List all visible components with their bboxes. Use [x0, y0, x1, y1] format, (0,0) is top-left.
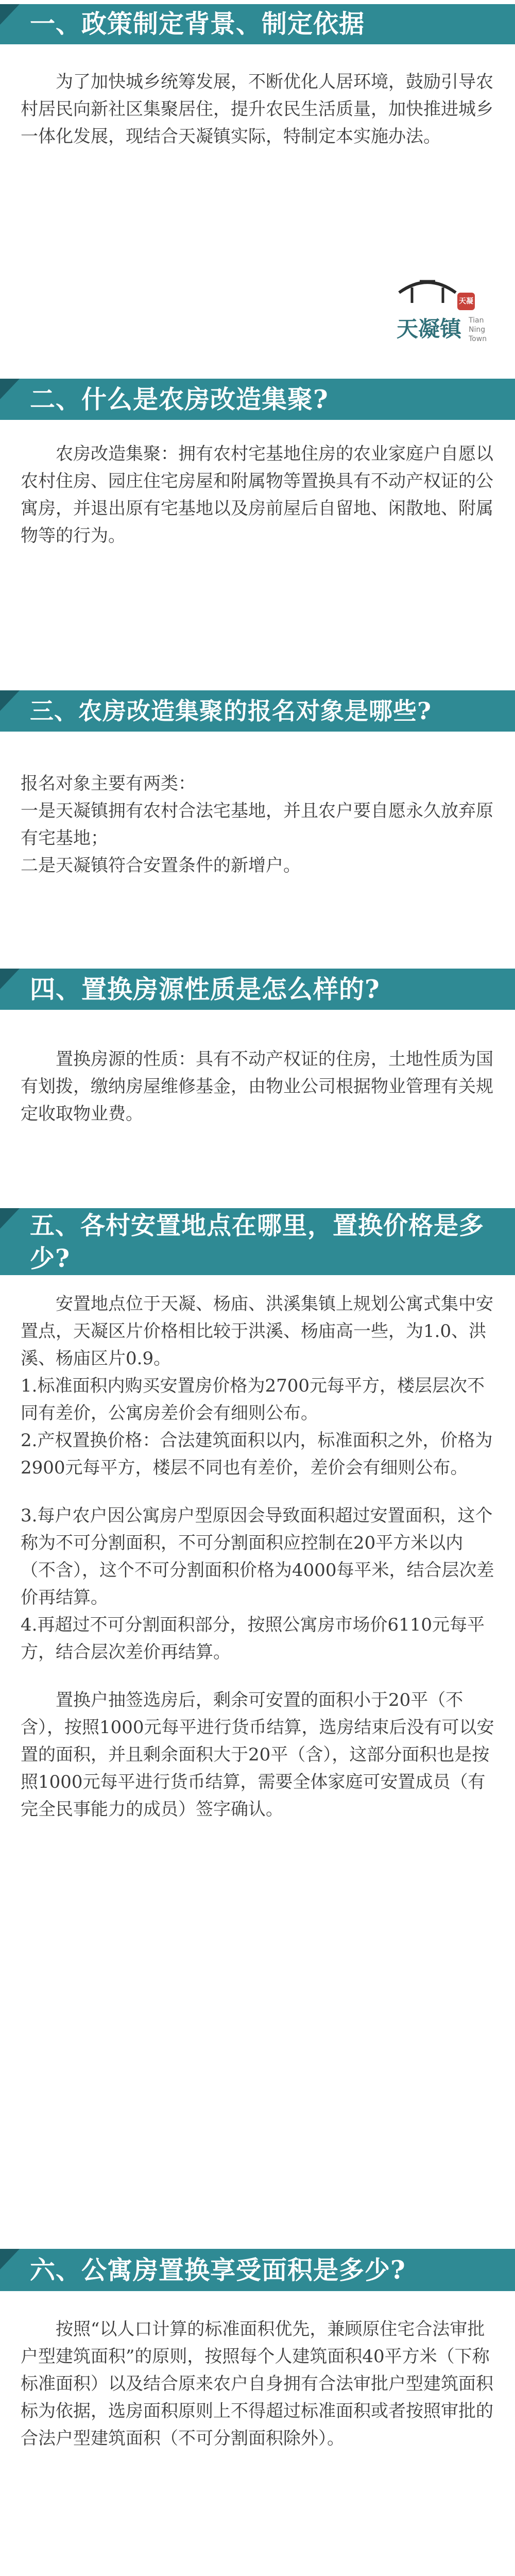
section-1-title: 一、政策制定背景、制定依据	[30, 9, 365, 39]
section-6-paragraph: 按照“以人口计算的标准面积优先，兼顾原住宅合法审批户型建筑面积”的原则，按照每个人建筑面积40平方米（下称标准面积）以及结合原来农户自身拥有合法审批户型建筑面积标为依据，选房面积原则上不得超过标准面积或者按照审批的合法户型建筑面积（不可分割面积除外）。	[21, 2319, 493, 2449]
tianning-logo	[397, 272, 500, 365]
section-5-banner	[0, 1208, 515, 1275]
section-4-paragraph: 置换房源的性质：具有不动产权证的住房，土地性质为国有划拨，缴纳房屋维修基金，由物业公司根据物业管理有关规定收取物业费。	[21, 1049, 493, 1124]
section-5	[0, 1208, 515, 1820]
roof-icon	[397, 272, 458, 303]
section-5-block: 安置地点位于天凝、杨庙、洪溪集镇上规划公寓式集中安置点，天凝区片价格相比较于洪溪、杨庙高一些，为1.0、洪溪、杨庙区片0.9。	[21, 1294, 493, 1369]
section-3-line: 报名对象主要有两类：	[21, 773, 196, 794]
section-4-banner	[0, 969, 515, 1010]
section-5-block: 3.每户农户因公寓房户型原因会导致面积超过安置面积，这个称为不可分割面积，不可分割面积应控制在20平方米以内（不含），这个不可分割面积价格为4000每平米，结合层次差价再结算。	[21, 1505, 494, 1608]
section-4	[0, 969, 515, 1124]
section-2-paragraph: 农房改造集聚：拥有农村宅基地住房的农业家庭户自愿以农村住房、园庄住宅房屋和附属物等置换具有不动产权证的公寓房，并退出原有宅基地以及房前屋后自留地、闲散地、附属物等的行为。	[21, 444, 493, 546]
section-6-body	[21, 2316, 494, 2452]
logo-subtitle	[469, 316, 500, 344]
section-1-banner	[0, 4, 515, 44]
section-3-body	[21, 770, 494, 879]
section-2	[0, 379, 515, 546]
section-3-title: 三、农房改造集聚的报名对象是哪些?	[30, 697, 432, 725]
section-5-block: 1.标准面积内购买安置房价格为2700元每平方，楼层层次不同有差价，公寓房差价会有细则公布。	[21, 1376, 485, 1423]
section-2-title: 二、什么是农房改造集聚?	[30, 384, 329, 414]
section-3-line: 二是天凝镇符合安置条件的新增户。	[21, 855, 301, 876]
logo-seal: 天凝	[457, 293, 475, 310]
spacer	[21, 1482, 494, 1502]
section-6-banner	[0, 2249, 515, 2291]
section-4-body	[21, 1046, 494, 1128]
section-6	[0, 2249, 515, 2449]
section-2-banner	[0, 379, 515, 420]
section-5-block: 置换户抽签选房后，剩余可安置的面积小于20平（不含），按照1000元每平进行货币结算，选房结束后没有可以安置的面积，并且剩余面积大于20平（含），这部分面积也是按照1000元每平进行货币结算，需要全体家庭可安置成员（有完全民事能力的成员）签字确认。	[21, 1690, 494, 1820]
section-5-block: 2.产权置换价格：合法建筑面积以内，标准面积之外，价格为2900元每平方，楼层不同也有差价，差价会有细则公布。	[21, 1430, 493, 1478]
logo-name: 天凝镇	[397, 316, 462, 342]
section-5-body	[21, 1291, 494, 1823]
section-4-title: 四、置换房源性质是怎么样的?	[30, 974, 380, 1004]
section-5-title: 五、各村安置地点在哪里，置换价格是多少?	[30, 1211, 485, 1273]
section-1-paragraph: 为了加快城乡统筹发展，不断优化人居环境，鼓励引导农村居民向新社区集聚居住，提升农民生活质量，加快推进城乡一体化发展，现结合天凝镇实际，特制定本实施办法。	[21, 72, 493, 147]
logo-subtitle-line2: Town	[469, 335, 487, 343]
section-1-body	[21, 69, 494, 150]
logo-subtitle-line1: Tian Ning	[469, 316, 486, 334]
section-3	[0, 690, 515, 876]
section-6-title: 六、公寓房置换享受面积是多少?	[30, 2255, 406, 2285]
section-5-block: 4.再超过不可分割面积部分，按照公寓房市场价6110元每平方，结合层次差价再结算。	[21, 1615, 485, 1663]
section-2-body	[21, 440, 494, 550]
section-1	[0, 4, 515, 343]
spacer	[21, 1666, 494, 1687]
section-3-line: 一是天凝镇拥有农村合法宅基地，并且农户要自愿永久放弃原有宅基地；	[21, 801, 493, 849]
section-3-banner	[0, 690, 515, 732]
